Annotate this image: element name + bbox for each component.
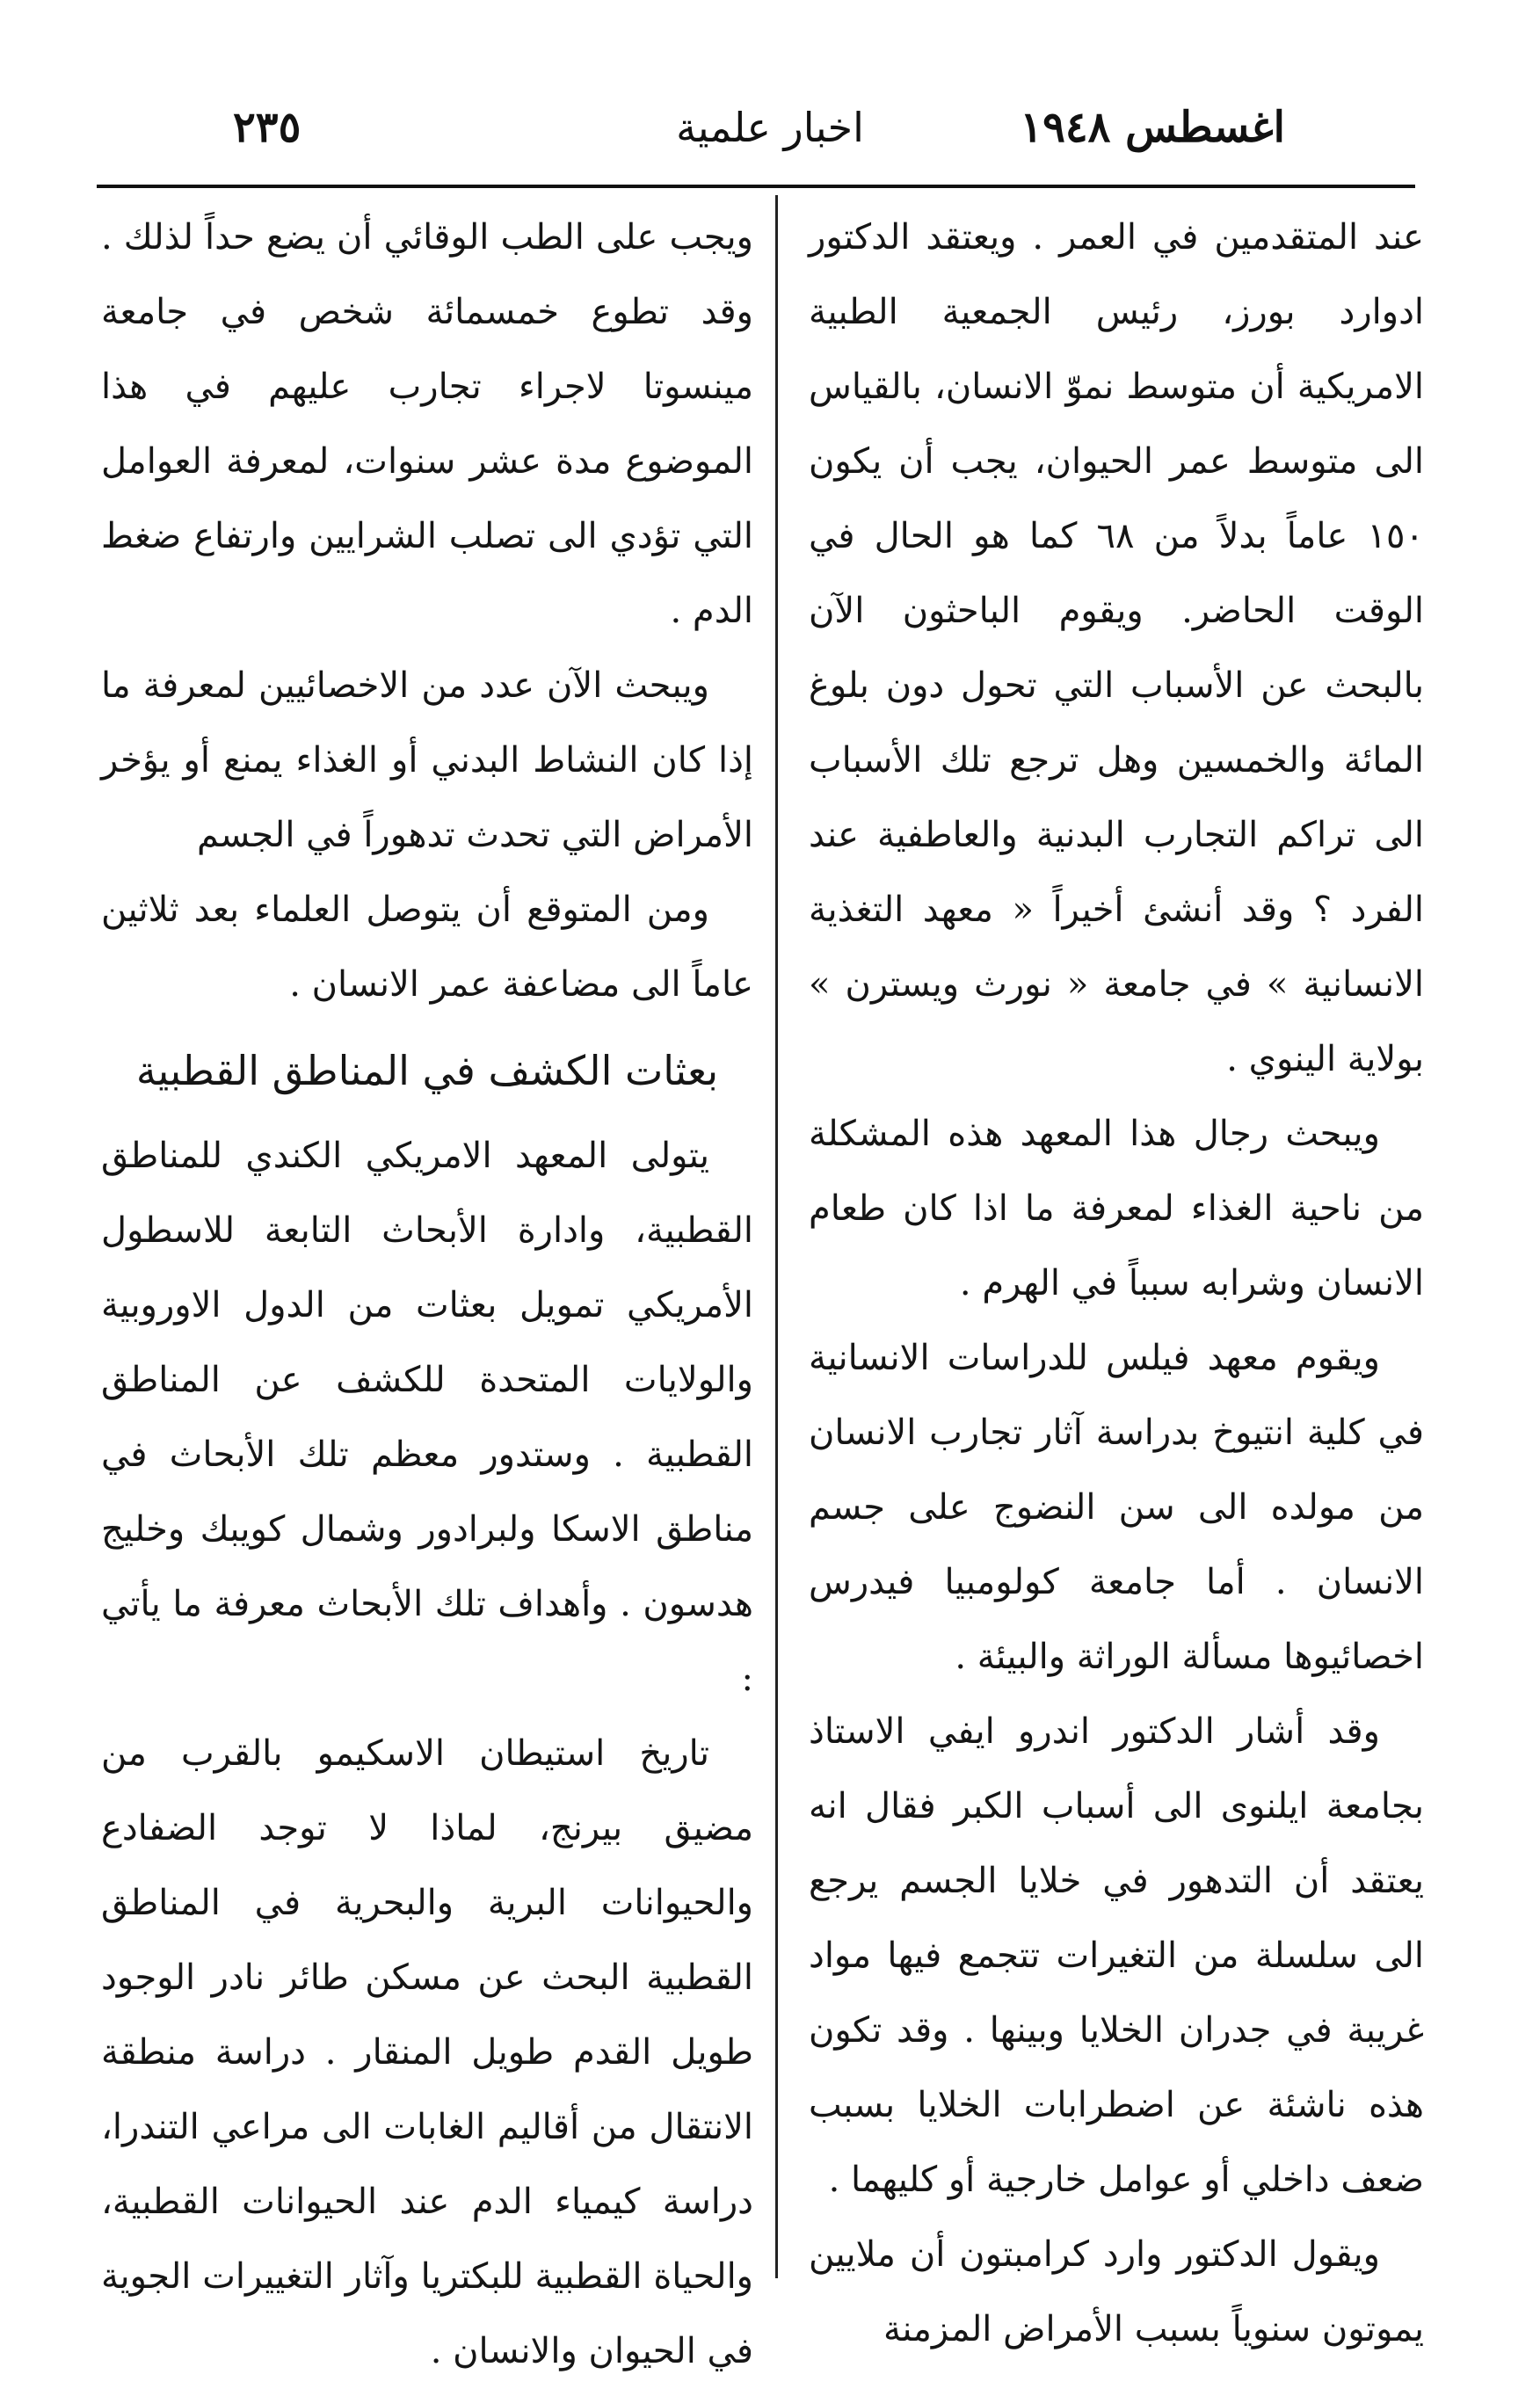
header-date: اغسطس ١٩٤٨: [1020, 103, 1285, 152]
section-heading: بعثات الكشف في المناطق القطبية: [135, 1047, 719, 1094]
running-header: [88, 88, 1452, 167]
column-divider: [775, 195, 778, 2278]
right-paragraph-5: ويقول الدكتور وارد كرامبتون أن ملايين يموتون سنوياً بسبب الأمراض المزمنة: [809, 2234, 1424, 2349]
right-paragraph-3: ويقوم معهد فيلس للدراسات الانسانية في كلية انتيوخ بدراسة آثار تجارب الانسان من مولده الى سن النضوج على جسم الانسان . أما جامعة كولومبيا فيدرس اخصائيوها مسألة الوراثة والبيئة .: [809, 1338, 1424, 1677]
left-paragraph-5: تاريخ استيطان الاسكيمو بالقرب من مضيق بيرنج، لماذا لا توجد الضفادع والحيوانات البرية والبحرية في المناطق القطبية البحث عن مسكن طائر نادر الوجود طويل القدم طويل المنقار . دراسة منطقة الانتقال من أقاليم الغابات الى مراعي التندرا، دراسة كيمياء الدم عند الحيوانات القطبية، والحياة القطبية للبكتريا وآثار التغييرات الجوية في الحيوان والانسان .: [101, 1733, 753, 2371]
left-paragraph-3: ومن المتوقع أن يتوصل العلماء بعد ثلاثين عاماً الى مضاعفة عمر الانسان .: [101, 890, 753, 1005]
left-column: [101, 200, 753, 2389]
left-paragraph-2: ويبحث الآن عدد من الاخصائيين لمعرفة ما إذا كان النشاط البدني أو الغذاء يمنع أو يؤخر الأمراض التي تحدث تدهوراً في الجسم: [101, 665, 753, 855]
right-paragraph-1: عند المتقدمين في العمر . ويعتقد الدكتور ادوارد بورز، رئيس الجمعية الطبية الامريكية أن متوسط نموّ الانسان، بالقياس الى متوسط عمر الحيوان، يجب أن يكون ١٥٠ عاماً بدلاً من ٦٨ كما هو الحال في الوقت الحاضر. ويقوم الباحثون الآن بالبحث عن الأسباب التي تحول دون بلوغ المائة والخمسين وهل ترجع تلك الأسباب الى تراكم التجارب البدنية والعاطفية عند الفرد ؟ وقد أنشئ أخيراً « معهد التغذية الانسانية » في جامعة « نورث ويسترن » بولاية الينوي .: [809, 217, 1424, 1079]
left-paragraph-1: ويجب على الطب الوقائي أن يضع حداً لذلك . وقد تطوع خمسمائة شخص في جامعة مينسوتا لاجراء تجارب عليهم في هذا الموضوع مدة عشر سنوات، لمعرفة العوامل التي تؤدي الى تصلب الشرايين وارتفاع ضغط الدم .: [101, 217, 753, 631]
header-rule: [97, 185, 1415, 188]
right-paragraph-4: وقد أشار الدكتور اندرو ايفي الاستاذ بجامعة ايلنوى الى أسباب الكبر فقال انه يعتقد أن التدهور في خلايا الجسم يرجع الى سلسلة من التغيرات تتجمع فيها مواد غريبة في جدران الخلايا وبينها . وقد تكون هذه ناشئة عن اضطرابات الخلايا بسبب ضعف داخلي أو عوامل خارجية أو كليهما .: [809, 1711, 1424, 2200]
right-column: [809, 200, 1424, 2367]
header-title: اخبار علمية: [676, 104, 864, 151]
left-paragraph-4: يتولى المعهد الامريكي الكندي للمناطق القطبية، وادارة الأبحاث التابعة للاسطول الأمريكي تمويل بعثات من الدول الاوروبية والولايات المتحدة للكشف عن المناطق القطبية . وستدور معظم تلك الأبحاث في مناطق الاسكا ولبرادور وشمال كويبك وخليج هدسون . وأهداف تلك الأبحاث معرفة ما يأتي :: [101, 1136, 753, 1699]
page-number: ٢٣٥: [233, 103, 301, 152]
right-paragraph-2: ويبحث رجال هذا المعهد هذه المشكلة من ناحية الغذاء لمعرفة ما اذا كان طعام الانسان وشرابه سبباً في الهرم .: [809, 1114, 1425, 1303]
